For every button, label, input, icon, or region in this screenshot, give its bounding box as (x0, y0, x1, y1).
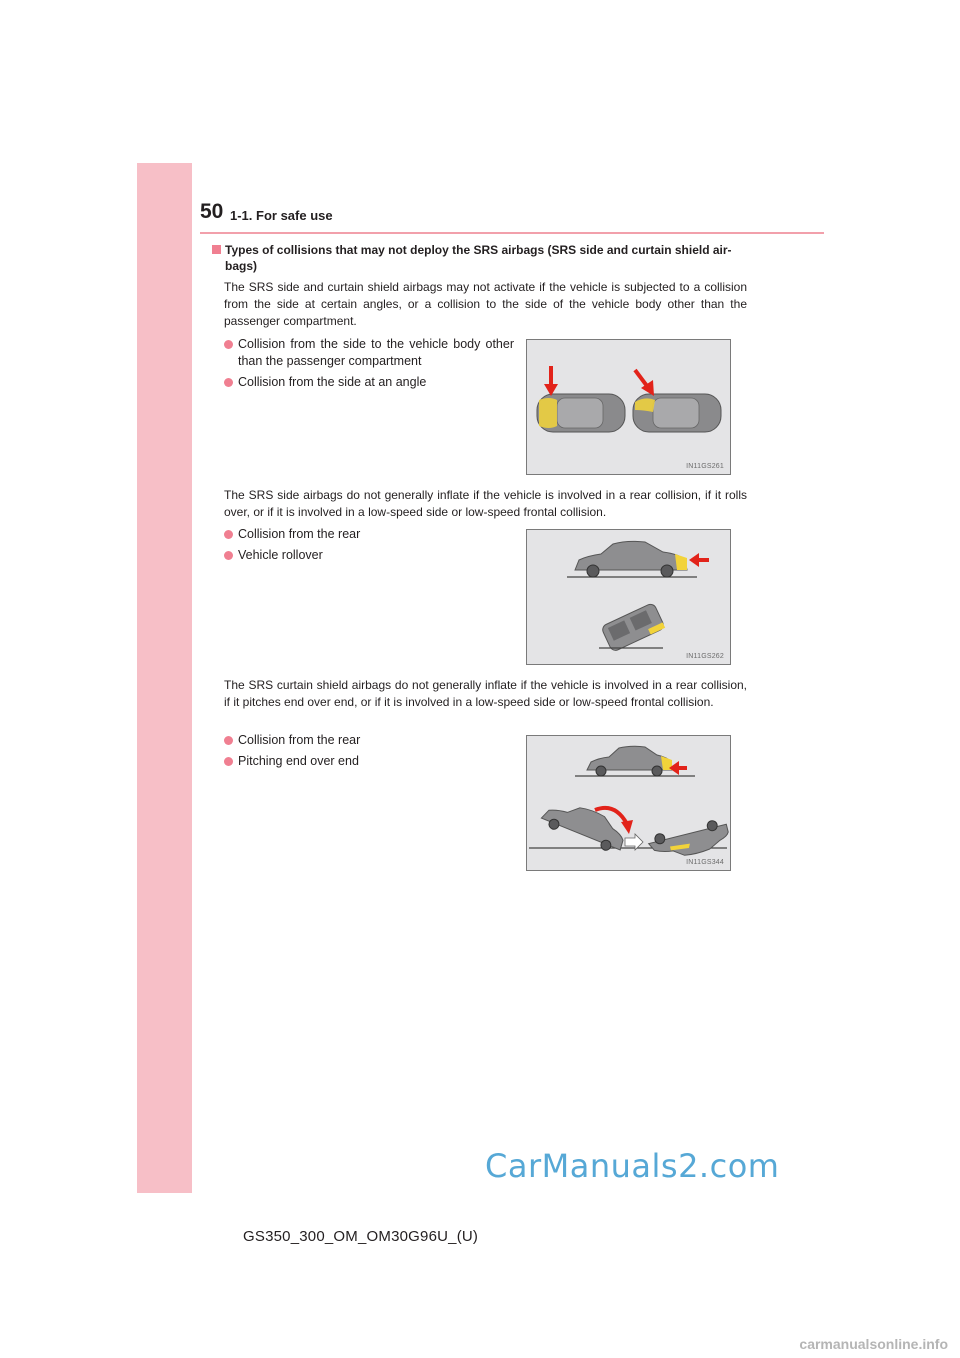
impact-arrow-icon (635, 370, 654, 396)
chapter-sidebar-tab (137, 163, 192, 1193)
paragraph-curtain-airbags: The SRS curtain shield airbags do not generally inflate if the vehicle is involved in a rear collision, if it pitches end over end, or if it is involved in a low-speed side or low-speed frontal collision. (224, 678, 747, 709)
impact-arrow-icon (689, 553, 709, 567)
car-tilting-icon (539, 794, 630, 855)
list-item: Collision from the rear (224, 732, 514, 749)
car-upside-down-icon (647, 817, 731, 864)
site-watermark: carmanualsonline.info (799, 1336, 948, 1352)
section-title: 1-1. For safe use (230, 208, 333, 223)
round-bullet-icon (224, 757, 233, 766)
section-heading (212, 242, 750, 274)
figure-code: IN11GS344 (686, 859, 724, 866)
intro-paragraph: The SRS side and curtain shield airbags may not activate if the vehicle is subjected to a collision from the side at certain angles, or a collision to the side of the vehicle body other than the passenger compartment. (224, 280, 747, 328)
round-bullet-icon (224, 378, 233, 387)
figure-code: IN11GS261 (686, 463, 724, 470)
list-item: Collision from the rear (224, 526, 514, 543)
figure-rear-rollover (526, 529, 731, 665)
list-item: Vehicle rollover (224, 547, 514, 564)
figure-rear-pitching (526, 735, 731, 871)
bullet-list-3 (224, 732, 514, 774)
list-item: Collision from the side to the vehicle body other than the passenger compartment (224, 336, 514, 370)
model-code: GS350_300_OM_OM30G96U_(U) (243, 1228, 479, 1245)
bullet-list-1 (224, 336, 514, 395)
impact-arrow-icon (544, 366, 558, 396)
car-top-view-icon (537, 394, 625, 432)
section-heading-block (212, 242, 750, 274)
round-bullet-icon (224, 340, 233, 349)
bullet-list-2 (224, 526, 514, 568)
header-divider (200, 232, 824, 234)
car-rollover-icon (601, 602, 665, 652)
square-bullet-icon (212, 245, 221, 254)
round-bullet-icon (224, 551, 233, 560)
round-bullet-icon (224, 736, 233, 745)
side-collision-illustration (527, 340, 732, 476)
rear-rollover-illustration (527, 530, 732, 666)
car-top-view-icon (633, 394, 721, 432)
figure-side-collisions (526, 339, 731, 475)
list-item: Pitching end over end (224, 753, 514, 770)
figure-code: IN11GS262 (686, 653, 724, 660)
list-item: Collision from the side at an angle (224, 374, 514, 391)
rear-pitching-illustration (527, 736, 732, 872)
page-number: 50 (200, 200, 224, 223)
car-side-view-icon (567, 541, 697, 577)
section-heading-text: Types of collisions that may not deploy the SRS airbags (SRS side and curtain shield air-bags) (225, 243, 732, 273)
paragraph-side-airbags: The SRS side airbags do not generally inflate if the vehicle is involved in a rear collision, if it rolls over, or if it is involved in a low-speed side or low-speed frontal collision. (224, 488, 747, 519)
watermark-logo: CarManuals2.com (485, 1147, 780, 1185)
round-bullet-icon (224, 530, 233, 539)
